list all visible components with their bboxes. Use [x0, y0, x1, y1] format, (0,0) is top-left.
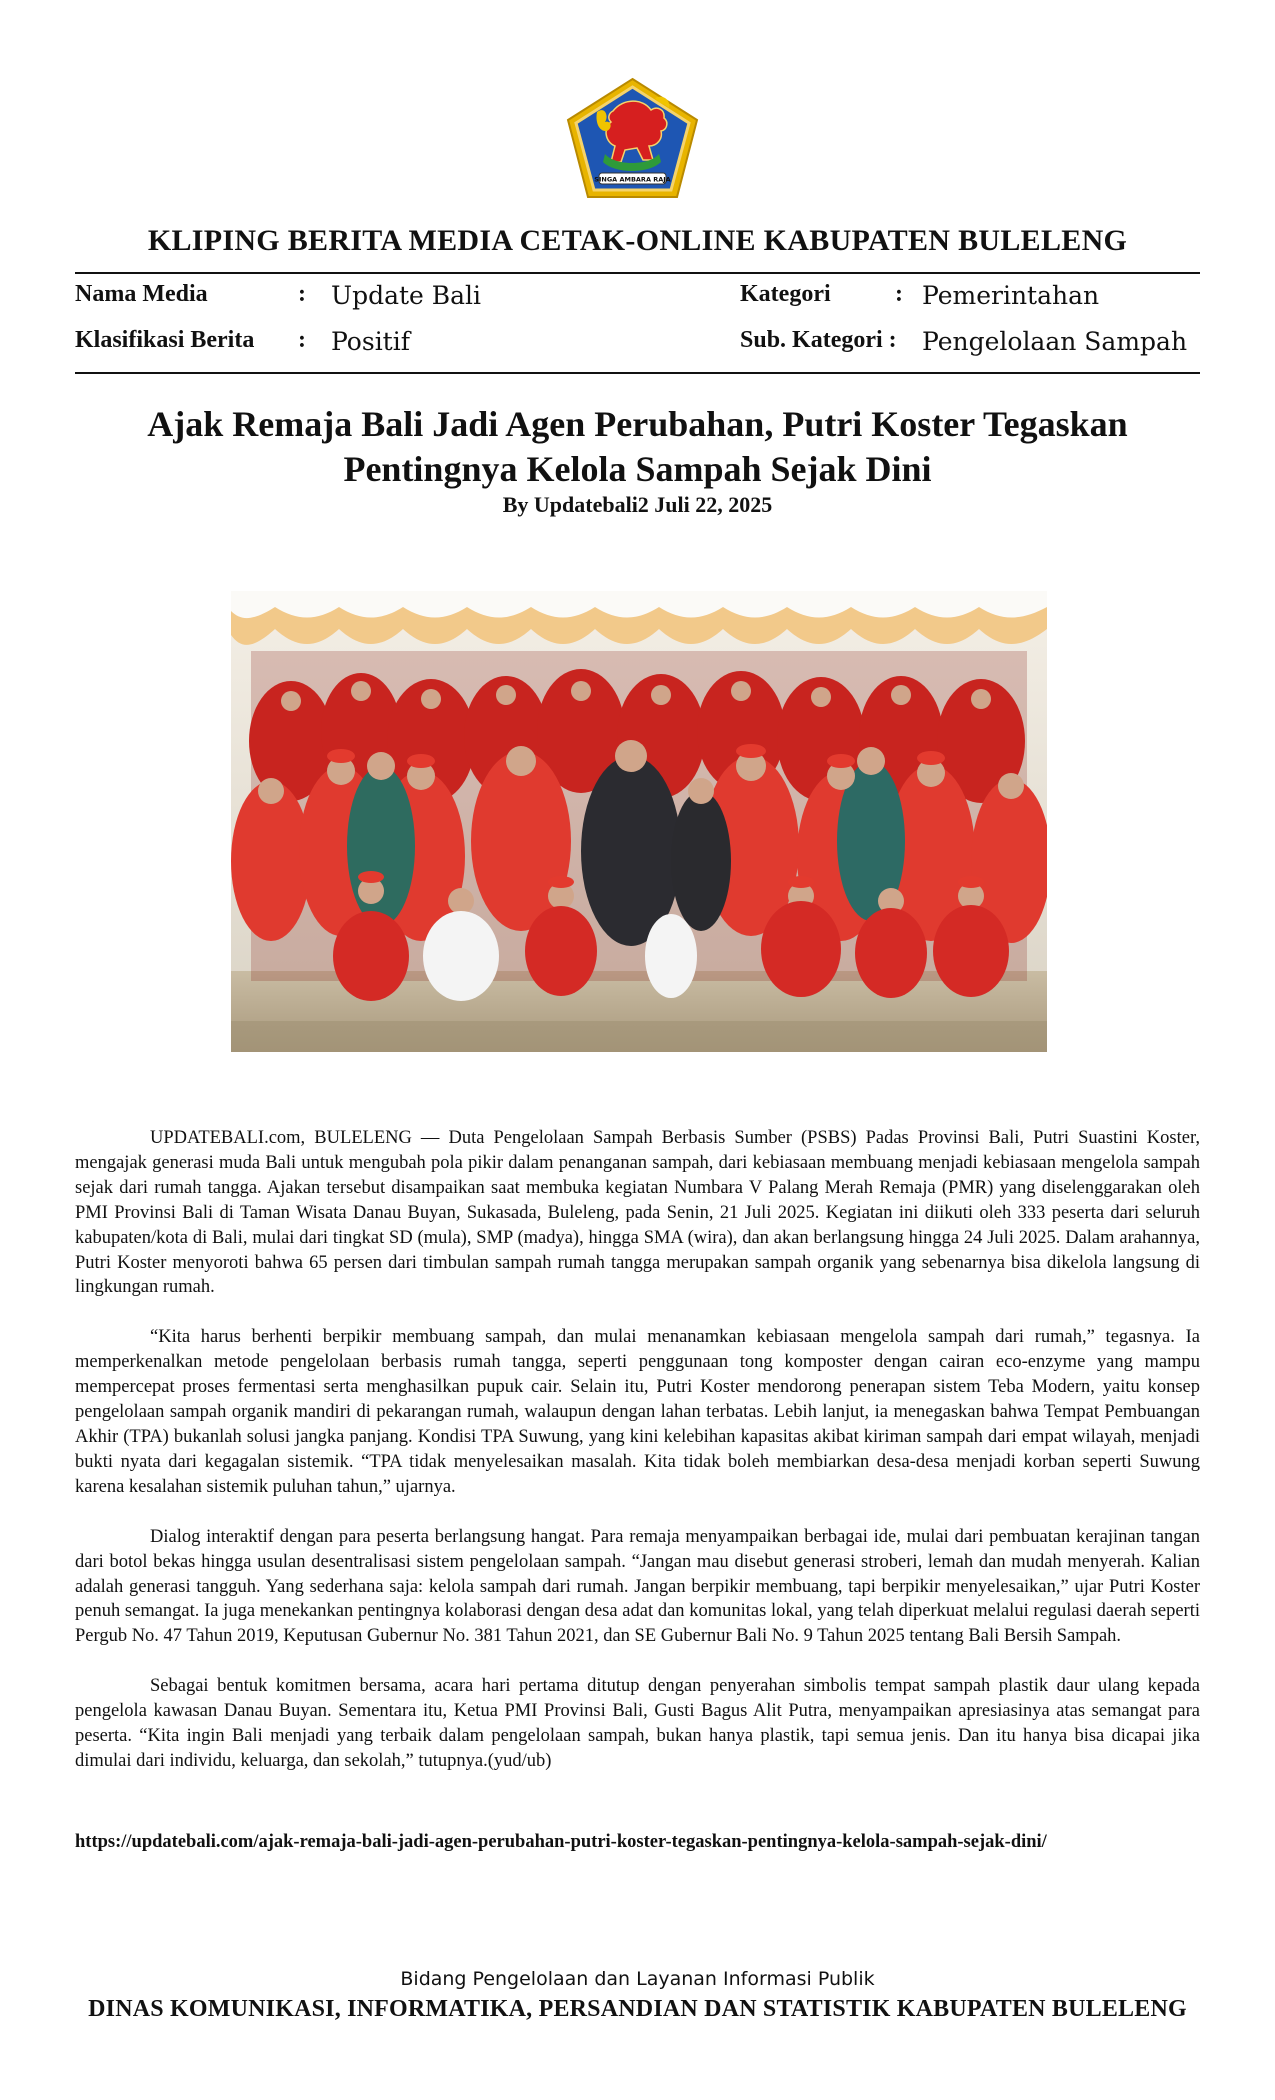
meta-row-klasifikasi [75, 327, 1200, 361]
meta-row-media [75, 281, 1200, 315]
klasifikasi-colon: : [298, 327, 306, 353]
media-colon: : [298, 281, 306, 307]
klasifikasi-value: Positif [331, 327, 410, 356]
source-url-link[interactable]: https://updatebali.com/ajak-remaja-bali-jadi-agen-perubahan-putri-koster-tegaskan-pentingnya-kelola-sampah-sejak-dini/ [75, 1832, 1047, 1852]
kategori-colon: : [895, 281, 903, 307]
article-title: Ajak Remaja Bali Jadi Agen Perubahan, Putri Koster Tegaskan Pentingnya Kelola Sampah Sejak Dini [147, 404, 1128, 489]
sub-kategori-value: Pengelolaan Sampah [922, 327, 1188, 356]
article-byline: By Updatebali2 Juli 22, 2025 [502, 492, 773, 517]
article-body [75, 1126, 1200, 1799]
clipping-title: KLIPING BERITA MEDIA CETAK-ONLINE KABUPATEN BULELENG [147, 224, 1128, 257]
group-photo-icon [231, 591, 1047, 1052]
emblem-motto: SINGA AMBARA RAJA [594, 175, 671, 184]
media-value: Update Bali [331, 281, 482, 310]
emblem-graphic [565, 76, 700, 201]
article-paragraph-1: UPDATEBALI.com, BULELENG — Duta Pengelolaan Sampah Berbasis Sumber (PSBS) Padas Provinsi Bali, Putri Suastini Koster, mengajak generasi muda Bali untuk mengubah pola pikir dalam penanganan sampah, dari kebiasaan membuang menjadi kebiasaan mengelola sampah sejak dari rumah tangga. Ajakan tersebut disampaikan saat membuka kegiatan Numbara V Palang Merah Remaja (PMR) yang diselenggarakan oleh PMI Provinsi Bali di Taman Wisata Danau Buyan, Sukasada, Buleleng, pada Senin, 21 Juli 2025. Kegiatan ini diikuti oleh 333 peserta dari seluruh kabupaten/kota di Bali, mulai dari tingkat SD (mula), SMP (madya), hingga SMA (wira), dan akan berlangsung hingga 24 Juli 2025. Dalam arahannya, Putri Koster menyoroti bahwa 65 persen dari timbulan sampah rumah tangga merupakan sampah organik yang sebenarnya bisa dikelola langsung di lingkungan rumah. [75, 1128, 1200, 1298]
article-paragraph-2: “Kita harus berhenti berpikir membuang sampah, dan mulai menanamkan kebiasaan mengelola sampah dari rumah,” tegasnya. Ia memperkenalkan metode pengelolaan berbasis rumah tangga, seperti penggunaan tong komposter dengan cairan eco-enzyme yang mampu mempercepat proses fermentasi serta menghasilkan pupuk cair. Selain itu, Putri Koster mendorong penerapan sistem Teba Modern, yaitu konsep pengelolaan sampah organik mandiri di pekarangan rumah, walaupun dengan lahan terbatas. Lebih lanjut, ia menegaskan bahwa Tempat Pembuangan Akhir (TPA) bukanlah solusi jangka panjang. Kondisi TPA Suwung, yang kini kelebihan kapasitas akibat kiriman sampah dari empat wilayah, menjadi bukti nyata dari kegagalan sistemik. “TPA tidak menyelesaikan masalah. Kita tidak boleh membiarkan desa-desa menjadi korban seperti Suwung karena kesalahan sistemik puluhan tahun,” ujarnya. [75, 1327, 1200, 1497]
article-photo [231, 591, 1047, 1052]
sub-kategori-label: Sub. Kategori : [740, 327, 897, 353]
kategori-value: Pemerintahan [922, 281, 1100, 310]
klasifikasi-label: Klasifikasi Berita [75, 327, 255, 353]
header-divider-top [75, 272, 1200, 274]
kategori-label: Kategori [740, 281, 831, 307]
footer-division: Bidang Pengelolaan dan Layanan Informasi Publik [400, 1968, 875, 1990]
article-paragraph-3: Dialog interaktif dengan para peserta berlangsung hangat. Para remaja menyampaikan berbagai ide, mulai dari pembuatan kerajinan tangan dari botol bekas hingga usulan desentralisasi sistem pengelolaan sampah. “Jangan mau disebut generasi stroberi, lemah dan mudah menyerah. Kalian adalah generasi tangguh. Yang sederhana saja: kelola sampah dari rumah. Jangan berpikir membuang, tapi berpikir menyelesaikan,” ujar Putri Koster penuh semangat. Ia juga menekankan pentingnya kolaborasi dengan desa adat dan komunitas lokal, yang telah diperkuat melalui regulasi daerah seperti Pergub No. 47 Tahun 2019, Keputusan Gubernur No. 381 Tahun 2021, dan SE Gubernur Bali No. 9 Tahun 2025 tentang Bali Bersih Sampah. [75, 1526, 1200, 1647]
footer-agency: DINAS KOMUNIKASI, INFORMATIKA, PERSANDIAN DAN STATISTIK KABUPATEN BULELENG [88, 1996, 1187, 2022]
article-paragraph-4: Sebagai bentuk komitmen bersama, acara hari pertama ditutup dengan penyerahan simbolis tempat sampah plastik daur ulang kepada pengelola kawasan Danau Buyan. Sementara itu, Ketua PMI Provinsi Bali, Gusti Bagus Alit Putra, menyampaikan apresiasinya atas semangat para peserta. “Kita ingin Bali menjadi yang terbaik dalam pengelolaan sampah, bukan hanya plastik, tapi semua jenis. Dan itu hanya bisa dicapai jika dimulai dari individu, keluarga, dan sekolah,” tutupnya.(yud/ub) [75, 1676, 1200, 1771]
buleleng-emblem-icon [565, 76, 700, 201]
media-label: Nama Media [75, 281, 208, 307]
header-divider-bottom [75, 372, 1200, 374]
